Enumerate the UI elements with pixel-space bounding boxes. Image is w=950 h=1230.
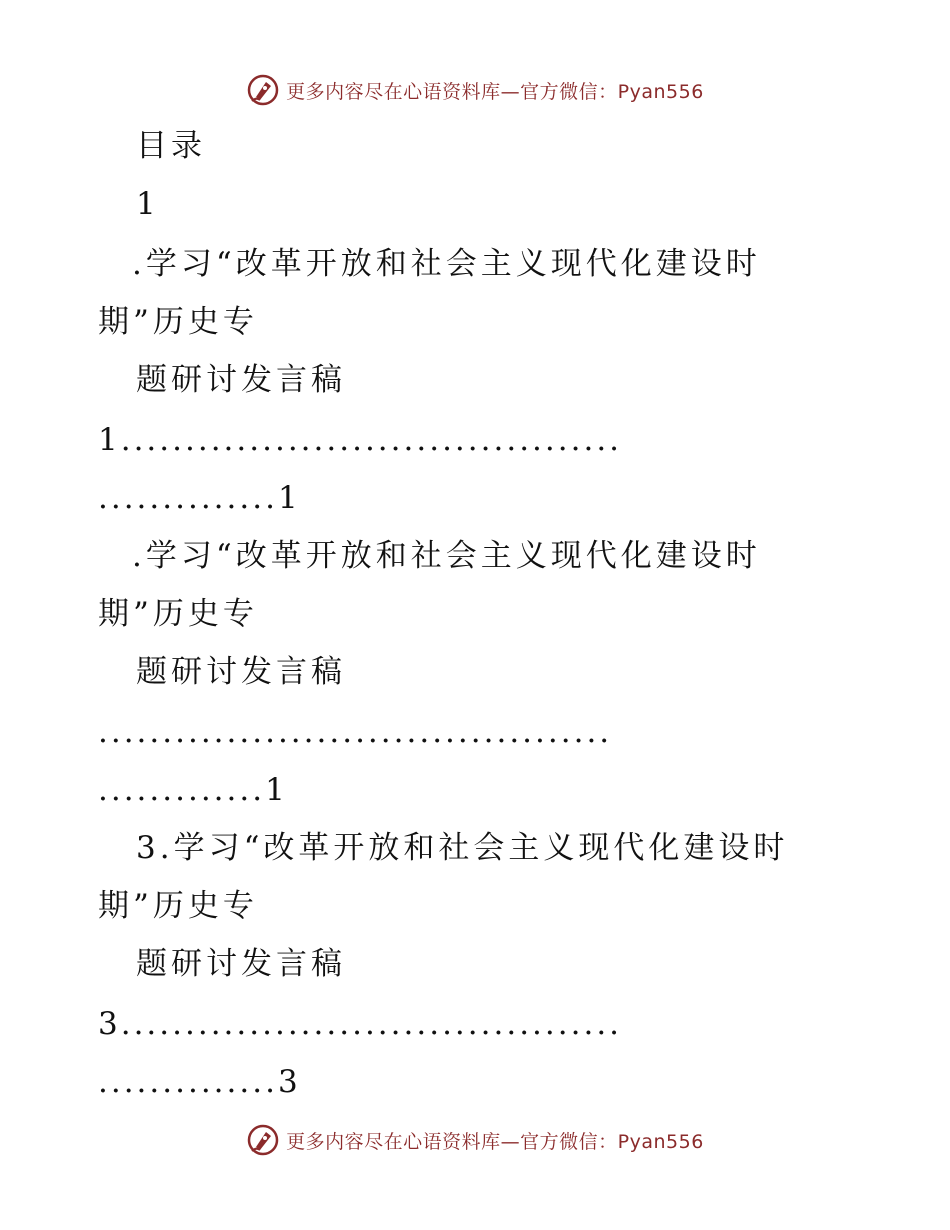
watermark-text: 更多内容尽在心语资料库—官方微信：Pyan556 [286,80,704,103]
toc-entry-3-title-line-b[interactable]: 期”历史专 [98,888,258,924]
toc-entry-1-title-line-c[interactable]: 题研讨发言稿 [136,362,346,398]
toc-line-number: 1 [136,186,160,222]
watermark-text: 更多内容尽在心语资料库—官方微信：Pyan556 [286,1130,704,1153]
toc-entry-1-leader-a: 1....................................... [98,422,623,458]
toc-entry-3-leader-a: 3....................................... [98,1006,623,1042]
toc-entry-3-title-line-a[interactable]: 3.学习“改革开放和社会主义现代化建设时 [136,830,789,866]
toc-entry-2-title-line-b[interactable]: 期”历史专 [98,596,258,632]
watermark-banner-bottom [0,1118,950,1162]
toc-entry-1-leader-b: ..............1 [98,480,301,516]
toc-entry-1-title-line-b[interactable]: 期”历史专 [98,304,258,340]
toc-entry-2-title-line-a[interactable]: .学习“改革开放和社会主义现代化建设时 [132,538,761,574]
watermark-banner-top [0,68,950,112]
watermark-group [246,73,704,107]
watermark-group [246,1123,704,1157]
toc-entry-3-title-line-c[interactable]: 题研讨发言稿 [136,946,346,982]
toc-entry-3-leader-b: ..............3 [98,1064,301,1100]
toc-entry-2-title-line-c[interactable]: 题研讨发言稿 [136,654,346,690]
toc-entry-2-leader-a: ........................................ [98,714,613,750]
toc-heading: 目录 [136,128,206,164]
pen-nib-logo-icon [246,1123,280,1157]
toc-entry-2-leader-b: .............1 [98,772,288,808]
pen-nib-logo-icon [246,73,280,107]
toc-entry-1-title-line-a[interactable]: .学习“改革开放和社会主义现代化建设时 [132,246,761,282]
